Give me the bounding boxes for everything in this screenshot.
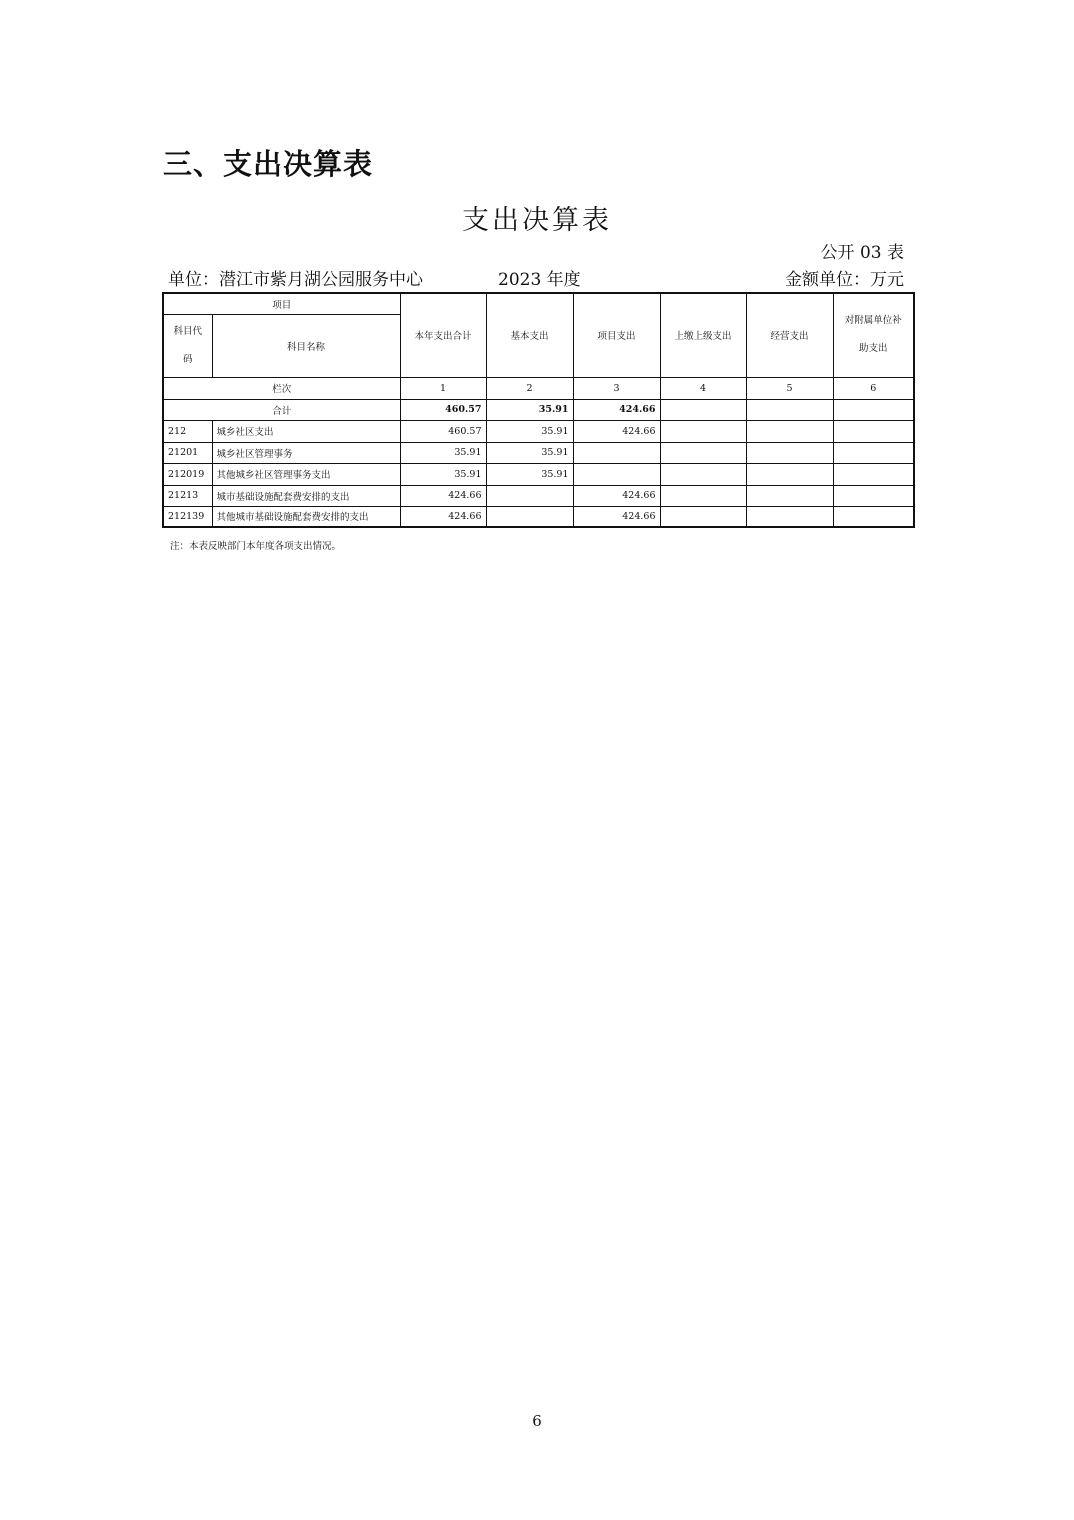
header-code: 科目代码 (163, 314, 212, 377)
table-row (163, 420, 914, 442)
header-col-total: 本年支出合计 (400, 293, 486, 377)
total-value (746, 399, 833, 420)
row-value (746, 506, 833, 527)
year-label: 2023 年度 (498, 270, 581, 290)
row-value: 424.66 (573, 420, 660, 442)
row-value (833, 420, 914, 442)
table-title: 支出决算表 (462, 205, 612, 236)
row-value (660, 485, 746, 506)
column-number: 5 (746, 377, 833, 399)
total-value: 35.91 (486, 399, 573, 420)
row-value (660, 506, 746, 527)
row-value (746, 420, 833, 442)
row-value: 35.91 (400, 463, 486, 485)
row-value: 35.91 (486, 442, 573, 463)
row-value (746, 463, 833, 485)
expenditure-table (162, 292, 915, 528)
column-number: 3 (573, 377, 660, 399)
header-col-subsidy: 对附属单位补助支出 (833, 293, 914, 377)
header-col-operating: 经营支出 (746, 293, 833, 377)
row-value: 424.66 (400, 506, 486, 527)
row-name: 城乡社区管理事务 (212, 442, 400, 463)
header-col-basic: 基本支出 (486, 293, 573, 377)
row-value (486, 485, 573, 506)
column-number: 1 (400, 377, 486, 399)
row-value (660, 420, 746, 442)
row-value: 460.57 (400, 420, 486, 442)
header-name: 科目名称 (212, 314, 400, 377)
table-row (163, 463, 914, 485)
header-item: 项目 (163, 293, 400, 314)
money-unit-label: 金额单位：万元 (785, 270, 904, 290)
column-number-row (163, 377, 914, 399)
row-name: 其他城乡社区管理事务支出 (212, 463, 400, 485)
row-value: 35.91 (486, 463, 573, 485)
row-code: 21213 (163, 485, 212, 506)
row-name: 城市基础设施配套费安排的支出 (212, 485, 400, 506)
table-row (163, 506, 914, 527)
total-value: 424.66 (573, 399, 660, 420)
row-value (573, 442, 660, 463)
row-value (660, 442, 746, 463)
row-code: 212019 (163, 463, 212, 485)
row-code: 212 (163, 420, 212, 442)
row-value: 424.66 (573, 506, 660, 527)
header-col-remit: 上缴上级支出 (660, 293, 746, 377)
column-number: 4 (660, 377, 746, 399)
row-code: 212139 (163, 506, 212, 527)
total-label: 合计 (163, 399, 400, 420)
row-value (833, 463, 914, 485)
header-col-project: 项目支出 (573, 293, 660, 377)
row-value: 35.91 (486, 420, 573, 442)
row-value (746, 442, 833, 463)
row-value (833, 485, 914, 506)
row-name: 城乡社区支出 (212, 420, 400, 442)
total-value (660, 399, 746, 420)
column-row-label: 栏次 (163, 377, 400, 399)
row-value (660, 463, 746, 485)
page-number: 6 (532, 1412, 542, 1430)
unit-label: 单位：潜江市紫月湖公园服务中心 (168, 270, 423, 290)
column-number: 2 (486, 377, 573, 399)
row-value (486, 506, 573, 527)
row-value: 424.66 (400, 485, 486, 506)
row-value: 424.66 (573, 485, 660, 506)
row-code: 21201 (163, 442, 212, 463)
column-number: 6 (833, 377, 914, 399)
table-note: 注：本表反映部门本年度各项支出情况。 (170, 541, 342, 552)
row-value (573, 463, 660, 485)
row-name: 其他城市基础设施配套费安排的支出 (212, 506, 400, 527)
table-row (163, 485, 914, 506)
total-row (163, 399, 914, 420)
total-value (833, 399, 914, 420)
total-value: 460.57 (400, 399, 486, 420)
section-title: 三、支出决算表 (163, 147, 374, 181)
row-value (746, 485, 833, 506)
table-row (163, 442, 914, 463)
row-value (833, 506, 914, 527)
row-value (833, 442, 914, 463)
form-code: 公开 03 表 (820, 243, 904, 263)
row-value: 35.91 (400, 442, 486, 463)
